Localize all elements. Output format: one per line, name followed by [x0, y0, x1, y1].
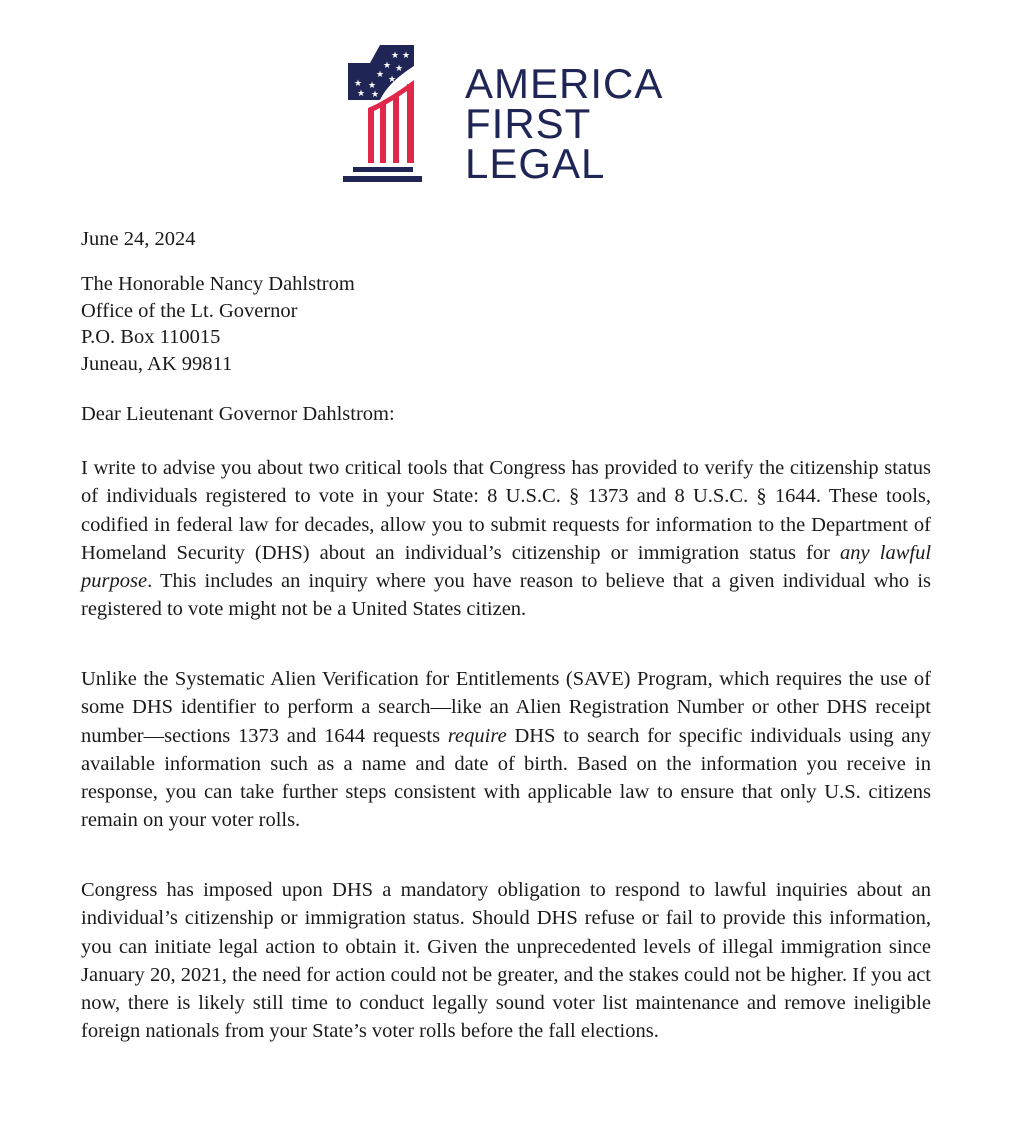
- body-paragraph-2: [81, 665, 931, 835]
- svg-text:★: ★: [376, 70, 385, 80]
- body-paragraph-1: [81, 454, 931, 624]
- org-name-line-1: AMERICA: [465, 60, 664, 107]
- org-name-line-2: FIRST: [465, 100, 592, 147]
- salutation: Dear Lieutenant Governor Dahlstrom:: [81, 403, 395, 425]
- emphasis-text: require: [447, 724, 507, 747]
- letter-date: June 24, 2024: [81, 228, 196, 250]
- organization-name: [465, 60, 664, 187]
- letterhead-logo: [342, 44, 682, 187]
- recipient-name: The Honorable Nancy Dahlstrom: [81, 273, 355, 295]
- number-one-column-flag-icon: [342, 44, 432, 184]
- svg-text:★: ★: [368, 81, 377, 91]
- svg-text:★: ★: [395, 64, 404, 74]
- org-name-line-3: LEGAL: [465, 140, 606, 187]
- recipient-office: Office of the Lt. Governor: [81, 299, 298, 322]
- svg-text:★: ★: [357, 89, 366, 99]
- svg-text:★: ★: [388, 75, 397, 85]
- body-paragraph-3: [81, 876, 931, 1046]
- paragraph-text: I write to advise you about two critical tools that Congress has provided to verify the citizenship status of individuals registered to vote in your State: 8 U.S.C. § 1373 and 8 U.S.C. § 1644. These tools, codified in federal law for decades, allow you to submit requests for information to the Department of Homeland Security (DHS) about an individual’s citizenship or immigration status for: [81, 457, 931, 564]
- paragraph-text: . This includes an inquiry where you have reason to believe that a given individual who is registered to vote might not be a United States citizen.: [81, 570, 931, 621]
- svg-text:★: ★: [354, 79, 363, 89]
- recipient-address: [81, 271, 931, 377]
- svg-text:★: ★: [383, 61, 392, 71]
- svg-text:★: ★: [371, 90, 380, 100]
- svg-text:★: ★: [391, 51, 400, 61]
- svg-text:★: ★: [402, 51, 411, 61]
- emphasis-text: any lawful purpose: [81, 541, 932, 593]
- recipient-city-state-zip: Juneau, AK 99811: [81, 352, 233, 375]
- recipient-po-box: P.O. Box 110015: [81, 326, 221, 348]
- paragraph-text: DHS to search for specific individuals using any available information such as a name and date of birth. Based on the information you receive in response, you can take further steps consistent with applicable law to ensure that only U.S. citizens remain on your voter rolls.: [81, 724, 931, 832]
- paragraph-text: Congress has imposed upon DHS a mandatory obligation to respond to lawful inquiries about an individual’s citizenship or immigration status. Should DHS refuse or fail to provide this information, you can initiate legal action to obtain it. Given the unprecedented levels of illegal immigration since January 20, 2021, the need for action could not be greater, and the stakes could not be higher. If you act now, there is likely still time to conduct legally sound voter list maintenance and remove ineligible foreign nationals from your State’s voter rolls before the fall elections.: [81, 879, 931, 1043]
- paragraph-text: Unlike the Systematic Alien Verification for Entitlements (SAVE) Program, which requires the use of some DHS identifier to perform a search—like an Alien Registration Number or other DHS receipt number—sections 1373 and 1644 requests: [81, 668, 931, 747]
